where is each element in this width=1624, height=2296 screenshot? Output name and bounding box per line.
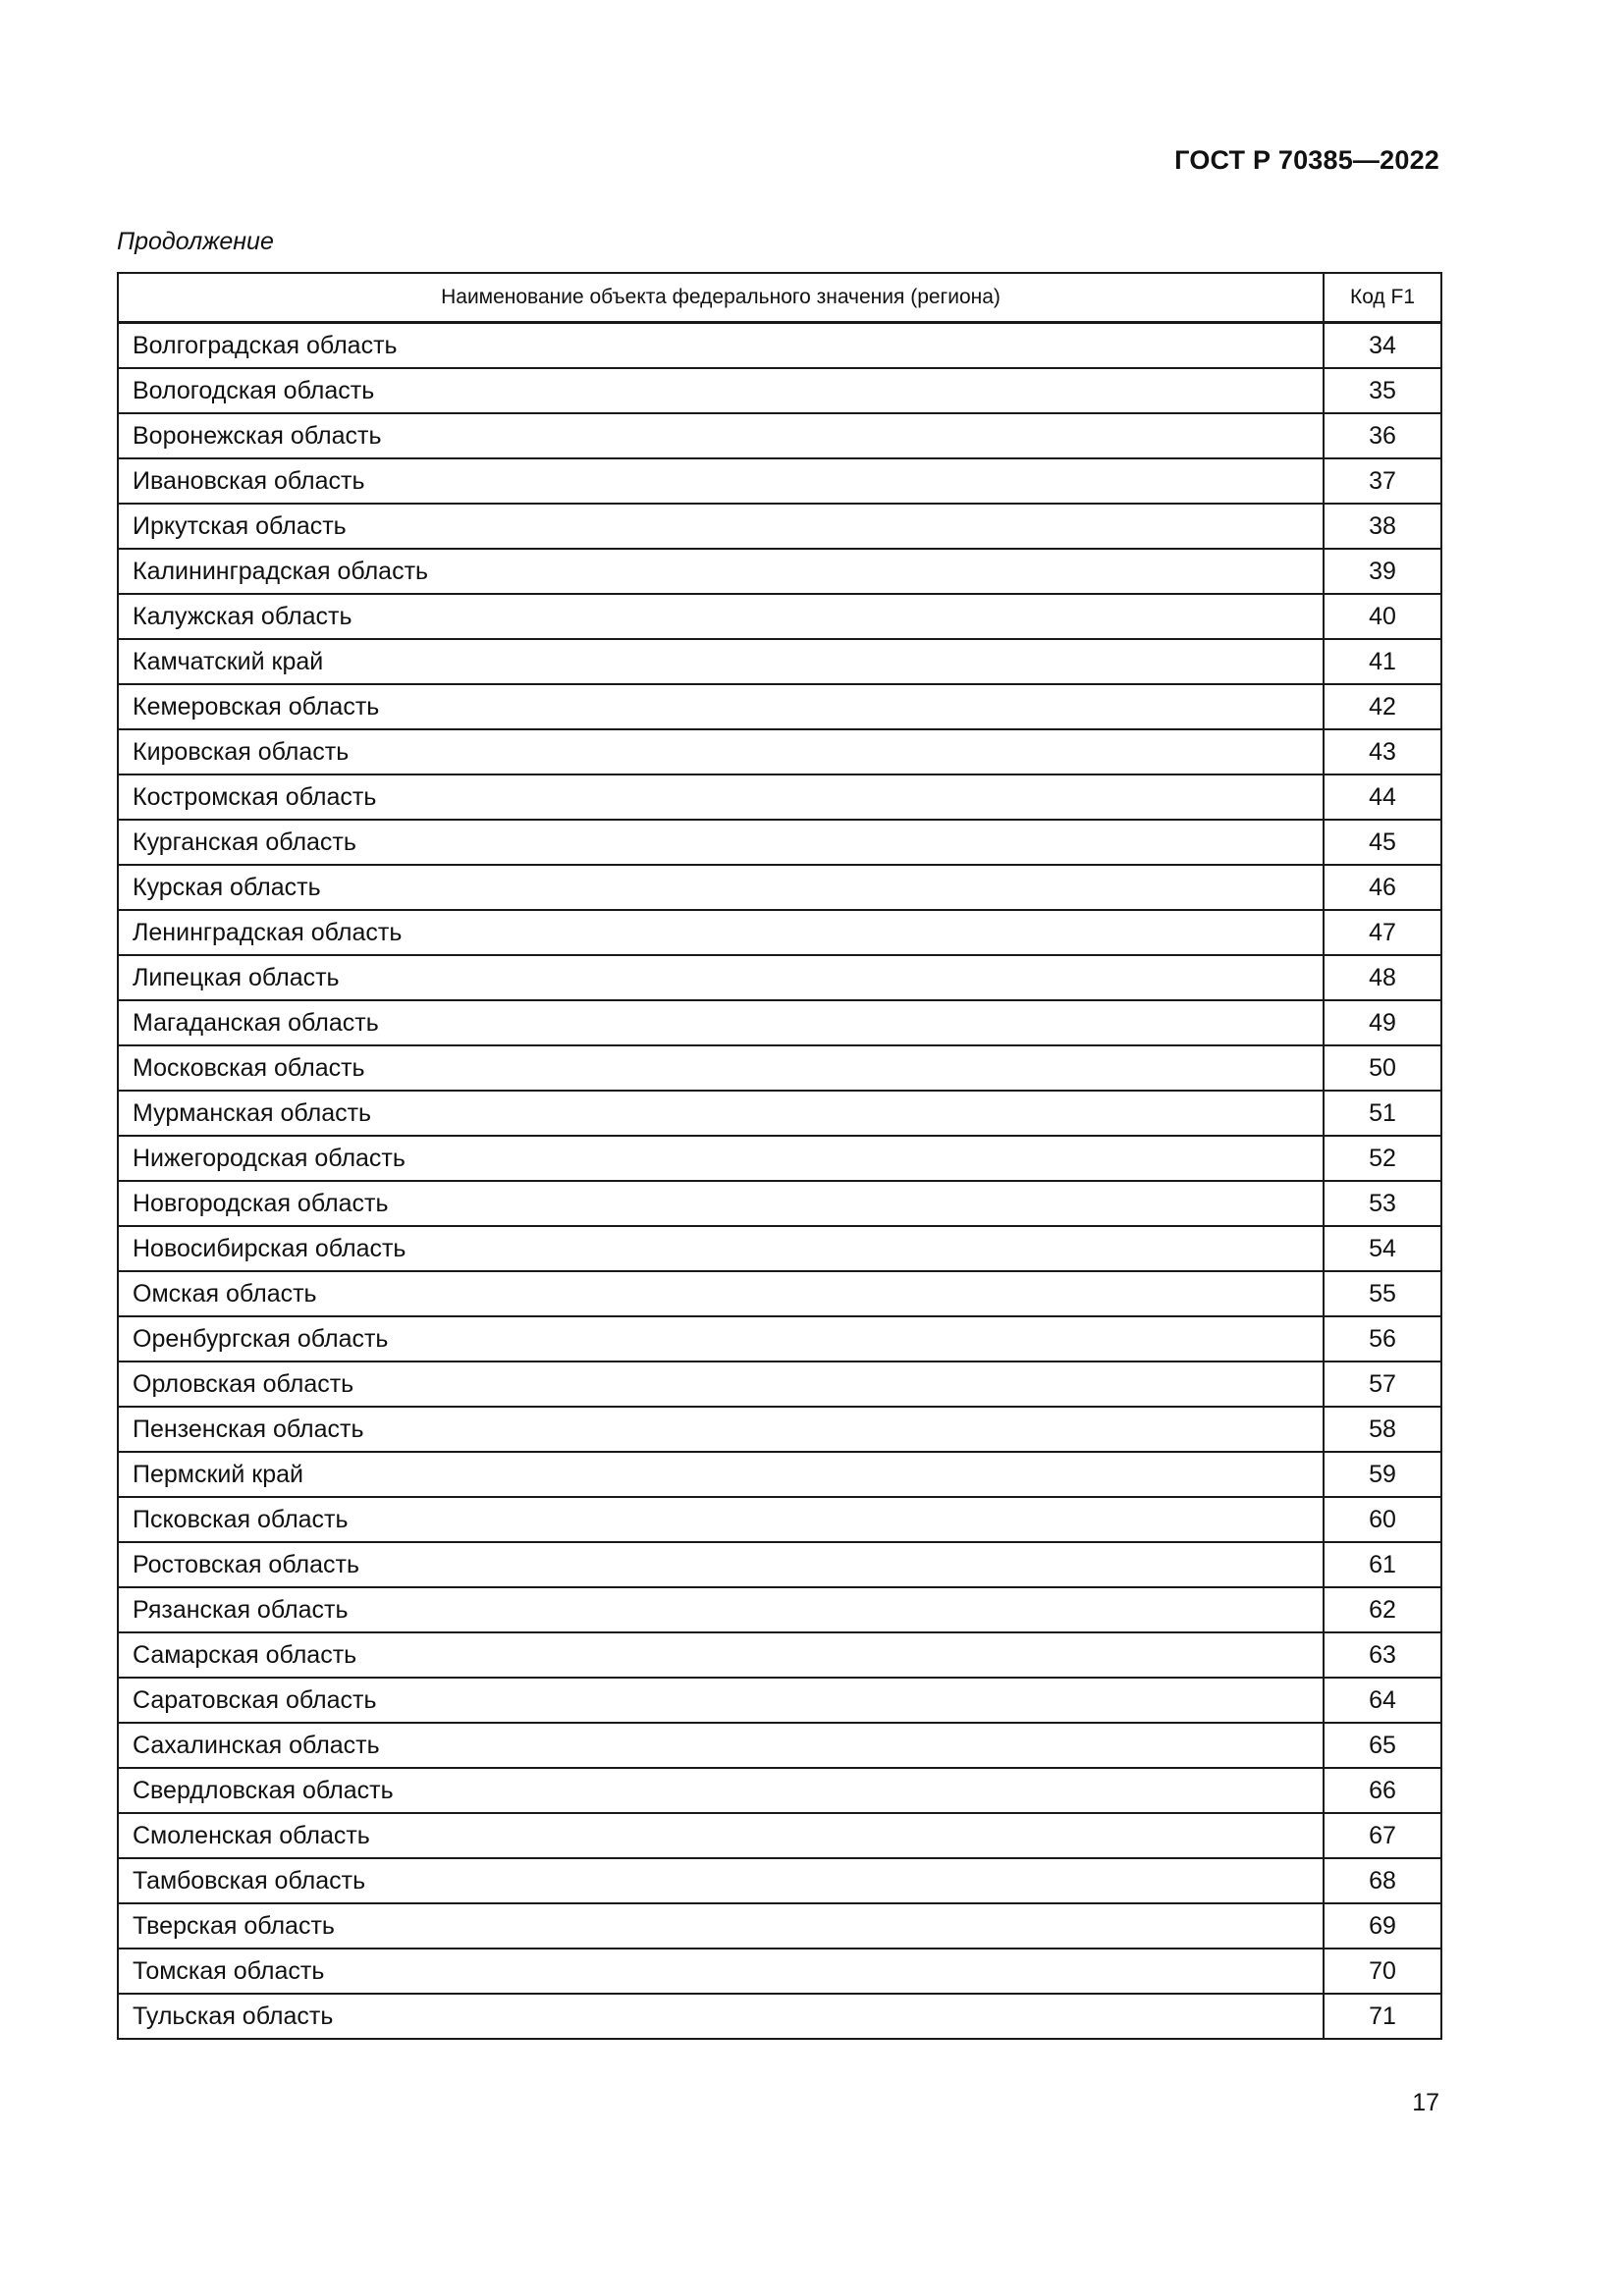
region-code-cell: 68 [1324, 1858, 1441, 1903]
region-name-cell: Оренбургская область [118, 1316, 1324, 1362]
table-row [118, 955, 1441, 1000]
region-code-cell: 57 [1324, 1362, 1441, 1407]
region-code-cell: 48 [1324, 955, 1441, 1000]
column-header-name: Наименование объекта федерального значения (региона) [118, 273, 1324, 323]
region-name-cell: Московская область [118, 1045, 1324, 1091]
table-row [118, 1226, 1441, 1271]
region-name-cell: Свердловская область [118, 1768, 1324, 1813]
region-code-cell: 34 [1324, 323, 1441, 369]
table-row [118, 1994, 1441, 2039]
region-code-cell: 54 [1324, 1226, 1441, 1271]
region-code-cell: 50 [1324, 1045, 1441, 1091]
region-name-cell: Иркутская область [118, 504, 1324, 549]
table-row [118, 820, 1441, 865]
table-row [118, 865, 1441, 910]
region-name-cell: Новосибирская область [118, 1226, 1324, 1271]
region-code-cell: 46 [1324, 865, 1441, 910]
table-row [118, 1497, 1441, 1542]
region-code-cell: 55 [1324, 1271, 1441, 1316]
region-name-cell: Псковская область [118, 1497, 1324, 1542]
table-row [118, 1723, 1441, 1768]
region-code-cell: 35 [1324, 368, 1441, 413]
region-code-cell: 64 [1324, 1678, 1441, 1723]
region-name-cell: Ивановская область [118, 458, 1324, 504]
column-header-code: Код F1 [1324, 273, 1441, 323]
document-header: ГОСТ Р 70385—2022 [1174, 145, 1439, 175]
table-row [118, 323, 1441, 369]
region-code-cell: 43 [1324, 729, 1441, 774]
region-code-cell: 66 [1324, 1768, 1441, 1813]
table-row [118, 1136, 1441, 1181]
region-code-cell: 69 [1324, 1903, 1441, 1949]
table-row [118, 1000, 1441, 1045]
region-code-cell: 47 [1324, 910, 1441, 955]
region-name-cell: Мурманская область [118, 1091, 1324, 1136]
region-code-cell: 71 [1324, 1994, 1441, 2039]
region-name-cell: Тверская область [118, 1903, 1324, 1949]
region-code-cell: 39 [1324, 549, 1441, 594]
table-row [118, 684, 1441, 729]
region-name-cell: Курская область [118, 865, 1324, 910]
region-code-cell: 70 [1324, 1949, 1441, 1994]
table-row [118, 594, 1441, 639]
region-name-cell: Саратовская область [118, 1678, 1324, 1723]
region-code-cell: 44 [1324, 774, 1441, 820]
table-row [118, 1542, 1441, 1587]
region-name-cell: Вологодская область [118, 368, 1324, 413]
table-body [118, 323, 1441, 2040]
region-name-cell: Тамбовская область [118, 1858, 1324, 1903]
region-code-cell: 52 [1324, 1136, 1441, 1181]
table-row [118, 1452, 1441, 1497]
table-row [118, 368, 1441, 413]
table-row [118, 1407, 1441, 1452]
region-name-cell: Омская область [118, 1271, 1324, 1316]
region-name-cell: Самарская область [118, 1632, 1324, 1678]
region-name-cell: Кировская область [118, 729, 1324, 774]
region-code-cell: 65 [1324, 1723, 1441, 1768]
region-name-cell: Рязанская область [118, 1587, 1324, 1632]
region-name-cell: Калужская область [118, 594, 1324, 639]
table-row [118, 1813, 1441, 1858]
region-name-cell: Пермский край [118, 1452, 1324, 1497]
region-name-cell: Нижегородская область [118, 1136, 1324, 1181]
region-code-cell: 59 [1324, 1452, 1441, 1497]
table-row [118, 1903, 1441, 1949]
region-code-cell: 63 [1324, 1632, 1441, 1678]
region-code-cell: 41 [1324, 639, 1441, 684]
region-name-cell: Волгоградская область [118, 323, 1324, 369]
region-name-cell: Ростовская область [118, 1542, 1324, 1587]
region-code-cell: 37 [1324, 458, 1441, 504]
region-code-cell: 58 [1324, 1407, 1441, 1452]
table-row [118, 1858, 1441, 1903]
region-name-cell: Томская область [118, 1949, 1324, 1994]
table-row [118, 910, 1441, 955]
region-name-cell: Кемеровская область [118, 684, 1324, 729]
region-code-cell: 45 [1324, 820, 1441, 865]
table-row [118, 1587, 1441, 1632]
region-name-cell: Новгородская область [118, 1181, 1324, 1226]
region-name-cell: Сахалинская область [118, 1723, 1324, 1768]
region-name-cell: Пензенская область [118, 1407, 1324, 1452]
region-name-cell: Орловская область [118, 1362, 1324, 1407]
region-name-cell: Воронежская область [118, 413, 1324, 458]
region-name-cell: Смоленская область [118, 1813, 1324, 1858]
region-name-cell: Калининградская область [118, 549, 1324, 594]
region-name-cell: Ленинградская область [118, 910, 1324, 955]
table-row [118, 1632, 1441, 1678]
table-row [118, 1316, 1441, 1362]
region-code-cell: 60 [1324, 1497, 1441, 1542]
region-name-cell: Тульская область [118, 1994, 1324, 2039]
table-header-row [118, 273, 1441, 323]
table-row [118, 413, 1441, 458]
region-code-cell: 62 [1324, 1587, 1441, 1632]
table-row [118, 1362, 1441, 1407]
region-code-cell: 56 [1324, 1316, 1441, 1362]
region-code-cell: 51 [1324, 1091, 1441, 1136]
regions-table [117, 272, 1442, 2040]
region-code-cell: 61 [1324, 1542, 1441, 1587]
region-code-cell: 38 [1324, 504, 1441, 549]
region-name-cell: Магаданская область [118, 1000, 1324, 1045]
region-name-cell: Костромская область [118, 774, 1324, 820]
page-number: 17 [1412, 2089, 1439, 2116]
continuation-label: Продолжение [117, 228, 274, 255]
region-code-cell: 53 [1324, 1181, 1441, 1226]
table-row [118, 504, 1441, 549]
table-row [118, 1949, 1441, 1994]
region-code-cell: 67 [1324, 1813, 1441, 1858]
table-row [118, 774, 1441, 820]
region-name-cell: Липецкая область [118, 955, 1324, 1000]
table-row [118, 729, 1441, 774]
table-row [118, 1045, 1441, 1091]
region-code-cell: 49 [1324, 1000, 1441, 1045]
table-row [118, 1768, 1441, 1813]
table-row [118, 549, 1441, 594]
region-name-cell: Камчатский край [118, 639, 1324, 684]
table-row [118, 639, 1441, 684]
table-row [118, 1678, 1441, 1723]
table-row [118, 458, 1441, 504]
table-row [118, 1181, 1441, 1226]
region-code-cell: 40 [1324, 594, 1441, 639]
table-row [118, 1091, 1441, 1136]
region-name-cell: Курганская область [118, 820, 1324, 865]
region-code-cell: 36 [1324, 413, 1441, 458]
table-row [118, 1271, 1441, 1316]
region-code-cell: 42 [1324, 684, 1441, 729]
